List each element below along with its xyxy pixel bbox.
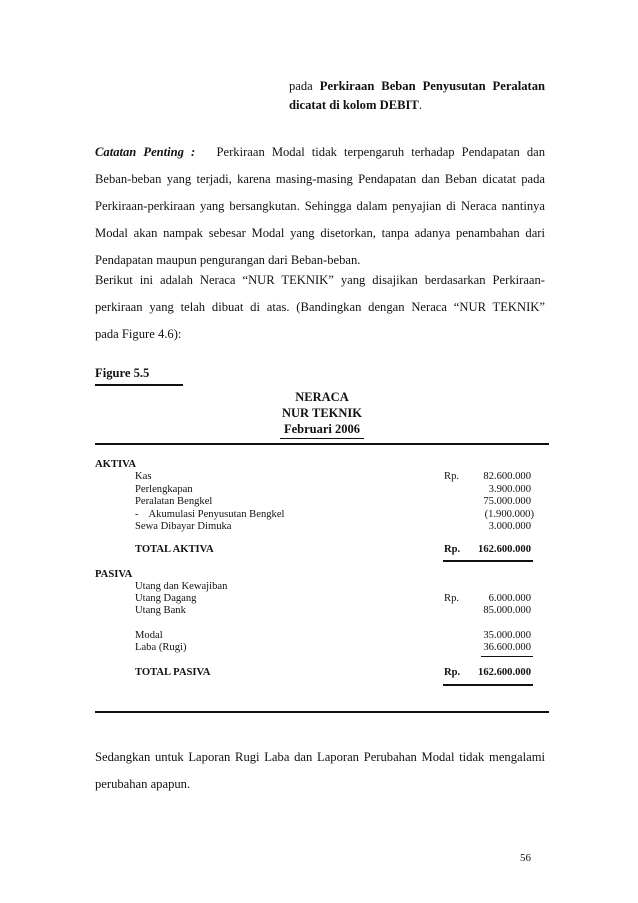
note-paragraph: [95, 139, 545, 274]
pasiva-heading: PASIVA: [95, 569, 133, 580]
pasiva-row-label: Utang Dagang: [135, 593, 197, 604]
pasiva-group-label: Utang dan Kewajiban: [135, 581, 228, 592]
total-aktiva-underline: [443, 560, 533, 562]
aktiva-row-currency: Rp.: [444, 471, 460, 482]
pasiva-row-label: Utang Bank: [135, 605, 186, 616]
closing-paragraph: [95, 744, 545, 798]
aktiva-heading: AKTIVA: [95, 459, 137, 470]
top-text-bold-2: dicatat di kolom DEBIT: [289, 98, 419, 112]
total-aktiva-label: TOTAL AKTIVA: [135, 544, 214, 555]
intro-line-3: pada Figure 4.6):: [95, 327, 182, 341]
aktiva-row-label: Peralatan Bengkel: [135, 496, 213, 507]
heading-underline: [280, 438, 364, 439]
aktiva-row-amount: (1.900.000): [484, 509, 534, 520]
page-number: 56: [520, 852, 531, 864]
aktiva-row-amount: 82.600.000: [483, 471, 531, 482]
aktiva-row-amount: 3.900.000: [488, 484, 531, 495]
closing-line-2: perubahan apapun.: [95, 777, 191, 791]
pasiva-row-currency: Rp.: [444, 593, 460, 604]
top-text-prefix: pada: [289, 79, 320, 93]
pasiva-row-amount: 6.000.000: [488, 593, 531, 604]
pasiva-equity-amount: 35.000.000: [483, 630, 531, 641]
aktiva-row-label: - Akumulasi Penyusutan Bengkel: [135, 509, 285, 520]
intro-line-2: perkiraan yang telah dibuat di atas. (Bandingkan dengan Neraca “NUR TEKNIK”: [95, 300, 545, 314]
laba-underline: [481, 656, 533, 657]
note-line-5: Pendapatan maupun pengurangan dari Beban-beban.: [95, 253, 361, 267]
note-line-2: Beban-beban yang terjadi, karena masing-masing Pendapatan dan Beban dicatat pada: [95, 172, 545, 186]
total-pasiva-currency: Rp.: [444, 667, 461, 678]
note-line-3: Perkiraan-perkiraan yang bersangkutan. Sehingga dalam penyajian di Neraca nantinya: [95, 199, 545, 213]
figure-label: Figure 5.5: [95, 366, 150, 380]
note-label: Catatan Penting :: [95, 145, 196, 159]
total-pasiva-amount: 162.600.000: [478, 667, 531, 678]
closing-line-1: Sedangkan untuk Laporan Rugi Laba dan Laporan Perubahan Modal tidak mengalami: [95, 750, 545, 764]
total-pasiva-underline: [443, 684, 533, 686]
pasiva-equity-amount: 36.600.000: [483, 642, 531, 653]
aktiva-row-label: Sewa Dibayar Dimuka: [135, 521, 232, 532]
pasiva-equity-label: Laba (Rugi): [135, 642, 187, 653]
intro-paragraph: [95, 267, 545, 348]
table-bottom-rule: [95, 711, 549, 713]
top-text-line-2: [289, 92, 422, 119]
aktiva-row-amount: 3.000.000: [488, 521, 531, 532]
pasiva-equity-label: Modal: [135, 630, 163, 641]
total-aktiva-amount: 162.600.000: [478, 544, 531, 555]
aktiva-row-label: Kas: [135, 471, 152, 482]
note-line-1: [95, 139, 545, 166]
figure-label-underline: [95, 384, 183, 386]
aktiva-row-label: Perlengkapan: [135, 484, 193, 495]
top-text-bold-1: Perkiraan Beban Penyusutan Peralatan: [319, 79, 546, 93]
report-title: NERACA: [295, 390, 349, 404]
table-top-rule: [95, 443, 549, 445]
note-line-4: Modal akan nampak sebesar Modal yang disetorkan, tanpa adanya penambahan dari: [95, 226, 545, 240]
intro-line-1: Berikut ini adalah Neraca “NUR TEKNIK” yang disajikan berdasarkan Perkiraan-: [95, 273, 545, 287]
top-text-suffix: .: [418, 98, 422, 112]
note-text-1: Perkiraan Modal tidak terpengaruh terhadap Pendapatan dan: [216, 145, 545, 159]
pasiva-row-amount: 85.000.000: [483, 605, 531, 616]
report-period: Februari 2006: [283, 422, 361, 436]
aktiva-row-amount: 75.000.000: [483, 496, 531, 507]
report-company: NUR TEKNIK: [282, 406, 362, 420]
total-pasiva-label: TOTAL PASIVA: [135, 667, 211, 678]
total-aktiva-currency: Rp.: [444, 544, 461, 555]
report-heading: [95, 389, 549, 437]
